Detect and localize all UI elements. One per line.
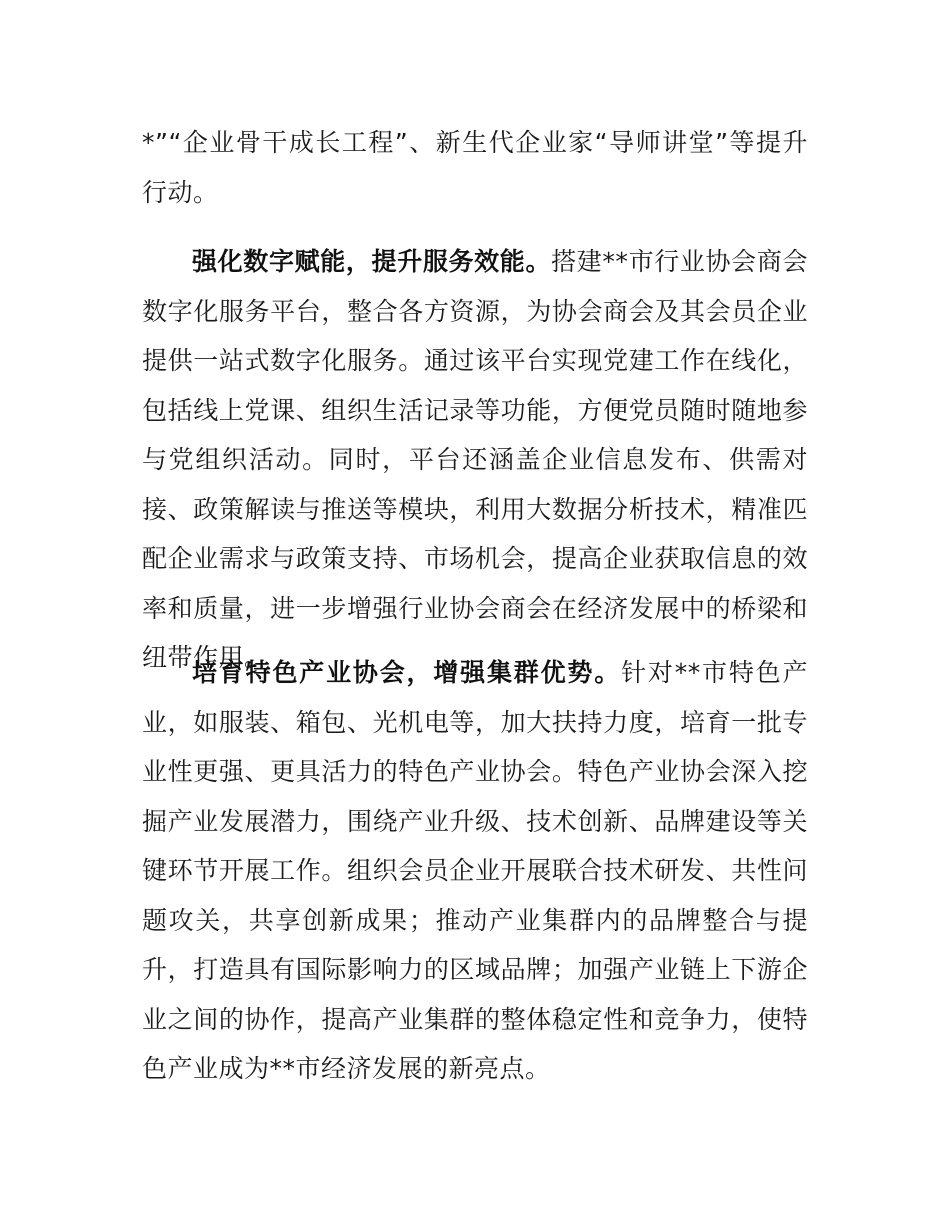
paragraph-body: 搭建**市行业协会商会数字化服务平台，整合各方资源，为协会商会及其会员企业提供一站式数字化服务。通过该平台实现党建工作在线化，包括线上党课、组织生活记录等功能，方便党员随时随地参与党组织活动。同时，平台还涵盖企业信息发布、供需对接、政策解读与推送等模块，利用大数据分析技术，精准匹配企业需求与政策支持、市场机会，提高企业获取信息的效率和质量，进一步增强行业协会商会在经济发展中的桥梁和纽带作用。 (142, 247, 808, 672)
paragraph (142, 648, 808, 1094)
paragraph-digital-empowerment (142, 237, 808, 683)
paragraph-body: 针对**市特色产业，如服装、箱包、光机电等，加大扶持力度，培育一批专业性更强、更具活力的特色产业协会。特色产业协会深入挖掘产业发展潜力，围绕产业升级、技术创新、品牌建设等关键环节开展工作。组织会员企业开展联合技术研发、共性问题攻关，共享创新成果；推动产业集群内的品牌整合与提升，打造具有国际影响力的区域品牌；加强产业链上下游企业之间的协作，提高产业集群的整体稳定性和竞争力，使特色产业成为**市经济发展的新亮点。 (142, 658, 808, 1083)
paragraph-heading: 培育特色产业协会，增强集群优势。 (192, 658, 622, 687)
paragraph-industry-associations (142, 648, 808, 1094)
paragraph (142, 237, 808, 683)
paragraph-body: *”“企业骨干成长工程”、新生代企业家“导师讲堂”等提升行动。 (142, 128, 808, 207)
paragraph (142, 118, 808, 217)
paragraph-continuation (142, 118, 808, 217)
paragraph-heading: 强化数字赋能，提升服务效能。 (192, 247, 552, 276)
